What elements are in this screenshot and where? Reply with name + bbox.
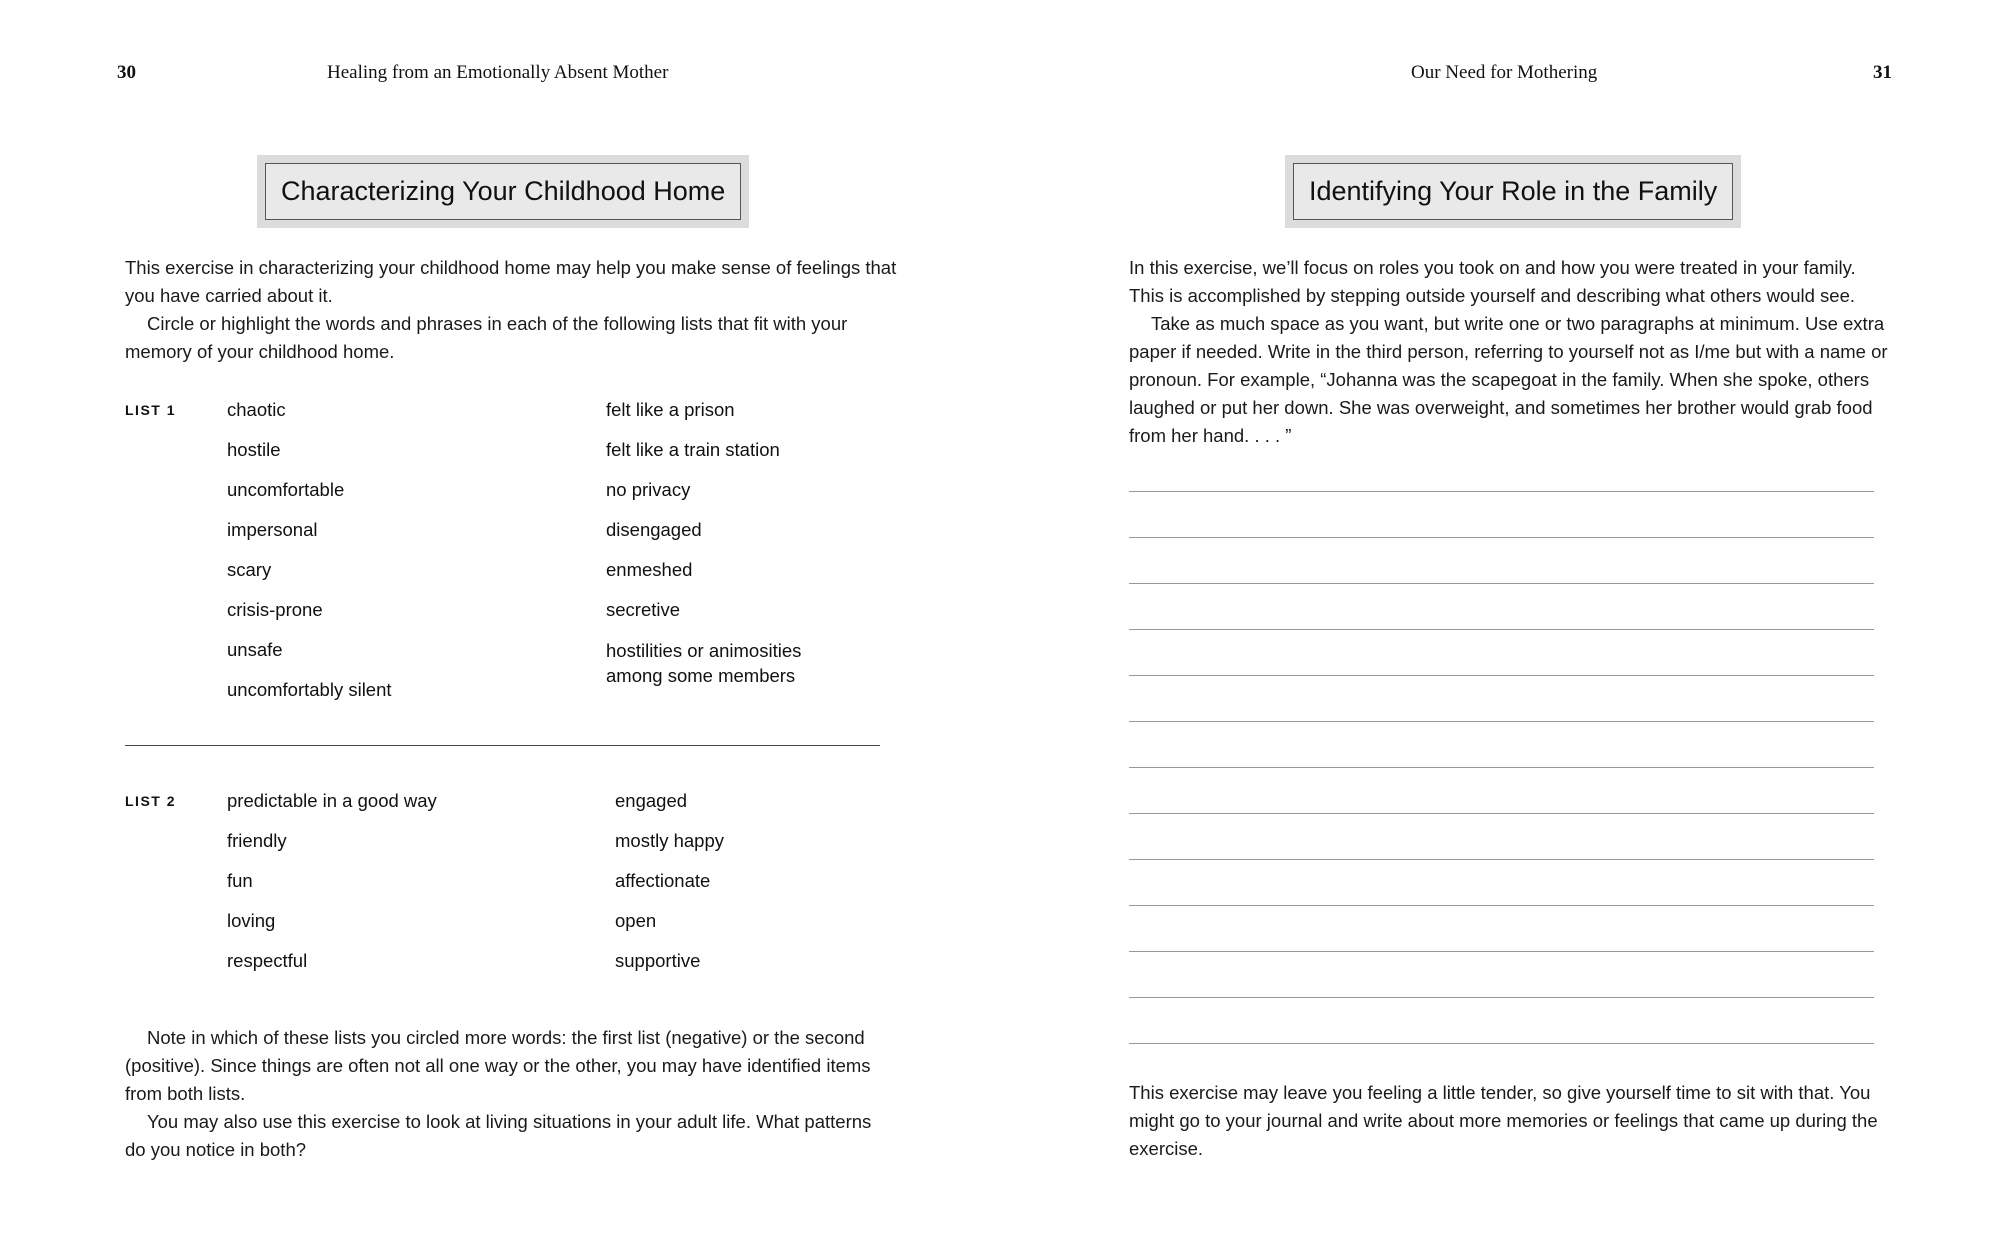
exercise-title-box-right [1285, 155, 1741, 228]
writing-line[interactable] [1129, 1043, 1874, 1044]
closing-text-right [1129, 1079, 1904, 1163]
intro-text-left [125, 254, 900, 366]
list-divider [125, 745, 880, 746]
list-item: mostly happy [615, 830, 724, 851]
writing-line[interactable] [1129, 813, 1874, 814]
closing-paragraph: Note in which of these lists you circled more words: the first list (negative) or the second (positive). Since things are often not all one way or the other, you may have identified items from both lists. [125, 1027, 871, 1104]
list-item: impersonal [227, 519, 318, 540]
intro-paragraph: Take as much space as you want, but write one or two paragraphs at minimum. Use extra paper if needed. Write in the third person, referring to yourself not as I/me but with a name or pronoun. For example, “Johanna was the scapegoat in the family. When she spoke, others laughed or put her down. She was overweight, and sometimes her brother would grab food from her hand. . . . ” [1129, 313, 1888, 446]
list-item: affectionate [615, 870, 711, 891]
list-item: respectful [227, 950, 308, 971]
page-number-right: 31 [1873, 62, 1892, 83]
list2-label: LIST 2 [125, 793, 177, 809]
writing-line[interactable] [1129, 905, 1874, 906]
list-item: crisis-prone [227, 599, 323, 620]
closing-paragraph: You may also use this exercise to look at living situations in your adult life. What patterns do you notice in both? [125, 1111, 872, 1160]
list-item: engaged [615, 790, 688, 811]
list-item: disengaged [606, 519, 702, 540]
writing-line[interactable] [1129, 767, 1874, 768]
list-item: loving [227, 910, 276, 931]
writing-line[interactable] [1129, 629, 1874, 630]
exercise-title-box-left [257, 155, 749, 228]
exercise-title-right: Identifying Your Role in the Family [1293, 163, 1733, 220]
intro-paragraph: This exercise in characterizing your childhood home may help you make sense of feelings that you have carried about it. [125, 257, 897, 306]
list-item: hostile [227, 439, 281, 460]
running-head-left: Healing from an Emotionally Absent Mother [327, 62, 669, 83]
writing-line[interactable] [1129, 537, 1874, 538]
list-item: supportive [615, 950, 701, 971]
writing-line[interactable] [1129, 721, 1874, 722]
list1-label: LIST 1 [125, 402, 177, 418]
intro-paragraph: In this exercise, we’ll focus on roles you took on and how you were treated in your family. This is accomplished by stepping outside yourself and describing what others would see. [1129, 257, 1856, 306]
writing-line[interactable] [1129, 675, 1874, 676]
closing-paragraph: This exercise may leave you feeling a little tender, so give yourself time to sit with that. You might go to your journal and write about more memories or feelings that came up during the exercise. [1129, 1082, 1878, 1159]
list-item: chaotic [227, 399, 286, 420]
list-item: fun [227, 870, 253, 891]
exercise-title-left: Characterizing Your Childhood Home [265, 163, 741, 220]
right-page [1000, 0, 2000, 1250]
page-number-left: 30 [117, 62, 136, 83]
list-item: secretive [606, 599, 681, 620]
closing-text-left [125, 1024, 885, 1164]
list-item: felt like a train station [606, 439, 780, 460]
list-item: hostilities or animosities among some members [606, 640, 802, 686]
list-item: unsafe [227, 639, 283, 660]
list-item: uncomfortably silent [227, 679, 392, 700]
running-head-right: Our Need for Mothering [1411, 62, 1598, 83]
list-item: felt like a prison [606, 399, 735, 420]
list-item: friendly [227, 830, 287, 851]
writing-line[interactable] [1129, 951, 1874, 952]
list1-column-2 [606, 398, 836, 686]
list-item: enmeshed [606, 559, 693, 580]
list2-column-1 [227, 789, 567, 989]
intro-text-right [1129, 254, 1889, 450]
writing-line[interactable] [1129, 583, 1874, 584]
writing-line[interactable] [1129, 997, 1874, 998]
list-item: uncomfortable [227, 479, 345, 500]
list-item: open [615, 910, 657, 931]
writing-line[interactable] [1129, 859, 1874, 860]
list-item: scary [227, 559, 272, 580]
list-item: predictable in a good way [227, 790, 437, 811]
list2-column-2 [615, 789, 855, 989]
list1-column-1 [227, 398, 567, 718]
list-item: no privacy [606, 479, 691, 500]
writing-line[interactable] [1129, 491, 1874, 492]
intro-paragraph: Circle or highlight the words and phrases in each of the following lists that fit with your memory of your childhood home. [125, 313, 848, 362]
